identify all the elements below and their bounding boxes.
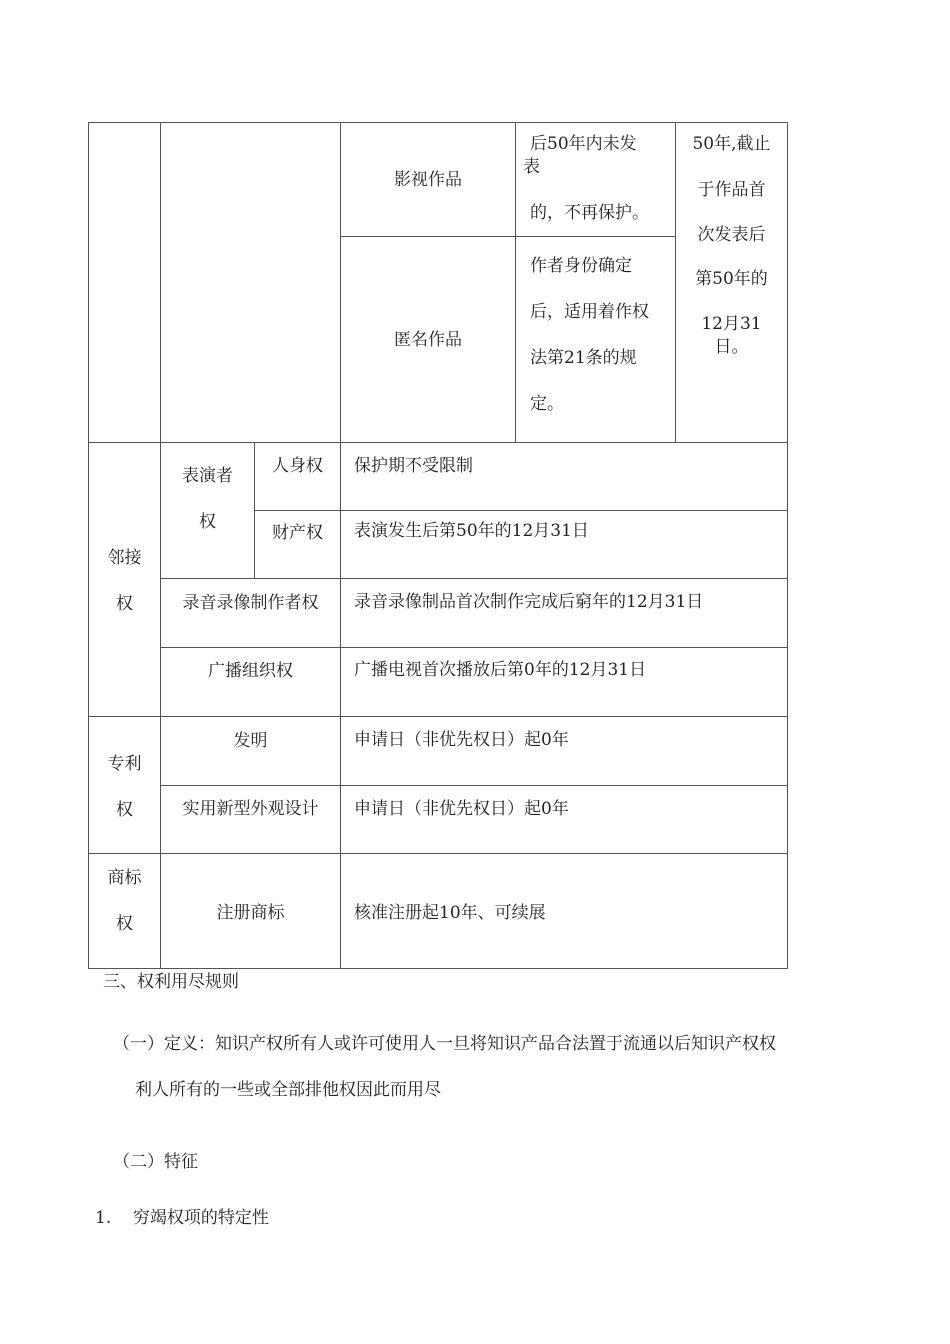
list-item: 1. 穷竭权项的特定性: [95, 1208, 269, 1228]
utility-design-term: 申请日（非优先权日）起0年: [354, 799, 569, 819]
table-rule: [88, 716, 788, 717]
table-border-top: [88, 122, 788, 123]
patent-rights-label: 权: [116, 800, 133, 820]
registered-mark-label: 注册商标: [216, 903, 285, 923]
anon-rule-line: 法第21条的规: [530, 348, 637, 368]
anon-rule-line: 作者身份确定: [530, 256, 632, 276]
performer-rights-label: 权: [199, 512, 216, 532]
table-rule: [88, 442, 788, 443]
table-rule: [340, 122, 341, 969]
definition-paragraph: （一）定义：知识产权所有人或许可使用人一旦将知识产品合法置于流通以后知识产权权: [113, 1034, 776, 1054]
film-rule-line: 的，不再保护。: [530, 203, 649, 223]
anon-rule-line: 定。: [530, 394, 564, 414]
term-line: 12月31: [701, 314, 762, 334]
table-rule: [160, 785, 788, 786]
patent-rights-label: 专利: [107, 754, 142, 774]
recording-right-term: 录音录像制品首次制作完成后窮年的12月31日: [354, 592, 704, 612]
table-rule: [160, 578, 788, 579]
trademark-rights-label: 商标: [107, 868, 142, 888]
table-rule: [88, 853, 788, 854]
table-border-right: [787, 122, 788, 969]
table-rule: [160, 647, 788, 648]
table-rule: [254, 510, 788, 511]
neighboring-rights-label: 邻接: [107, 548, 142, 568]
utility-design-label: 实用新型外观设计: [182, 799, 319, 819]
film-rule-line: 后50年内未发: [530, 134, 637, 154]
performer-rights-label: 表演者: [182, 466, 233, 486]
table-rule: [340, 236, 676, 237]
recording-right-label: 录音录像制作者权: [182, 593, 319, 613]
personal-right-label: 人身权: [272, 456, 323, 476]
table-border-bottom: [88, 968, 788, 969]
definition-paragraph: 利人所有的一些或全部排他权因此而用尽: [135, 1080, 441, 1100]
neighboring-rights-label: 权: [116, 594, 133, 614]
invention-term: 申请日（非优先权日）起0年: [354, 730, 569, 750]
trademark-rights-label: 权: [116, 914, 133, 934]
term-line: 于作品首: [697, 180, 766, 200]
section-heading: 三、权利用尽规则: [103, 972, 239, 992]
term-line: 次发表后: [697, 225, 766, 245]
table-rule: [515, 122, 516, 442]
broadcast-right-term: 广播电视首次播放后第0年的12月31日: [354, 660, 647, 680]
term-line: 50年,截止: [692, 134, 771, 154]
personal-right-term: 保护期不受限制: [354, 456, 473, 476]
features-heading: （二）特征: [113, 1152, 198, 1172]
property-right-label: 财产权: [272, 523, 323, 543]
film-rule-line: 表: [523, 157, 540, 177]
invention-label: 发明: [233, 731, 268, 751]
anonymous-work-cell: 匿名作品: [394, 330, 462, 350]
property-right-term: 表演发生后第50年的12月31日: [354, 521, 589, 541]
registered-mark-term: 核准注册起10年、可续展: [354, 903, 546, 923]
broadcast-right-label: 广播组织权: [208, 661, 293, 681]
table-border-left: [88, 122, 89, 969]
term-line: 日。: [714, 337, 749, 357]
anon-rule-line: 后，适用着作权: [530, 302, 649, 322]
term-line: 第50年的: [695, 269, 768, 289]
film-work-cell: 影视作品: [394, 170, 462, 190]
table-rule: [160, 122, 161, 969]
